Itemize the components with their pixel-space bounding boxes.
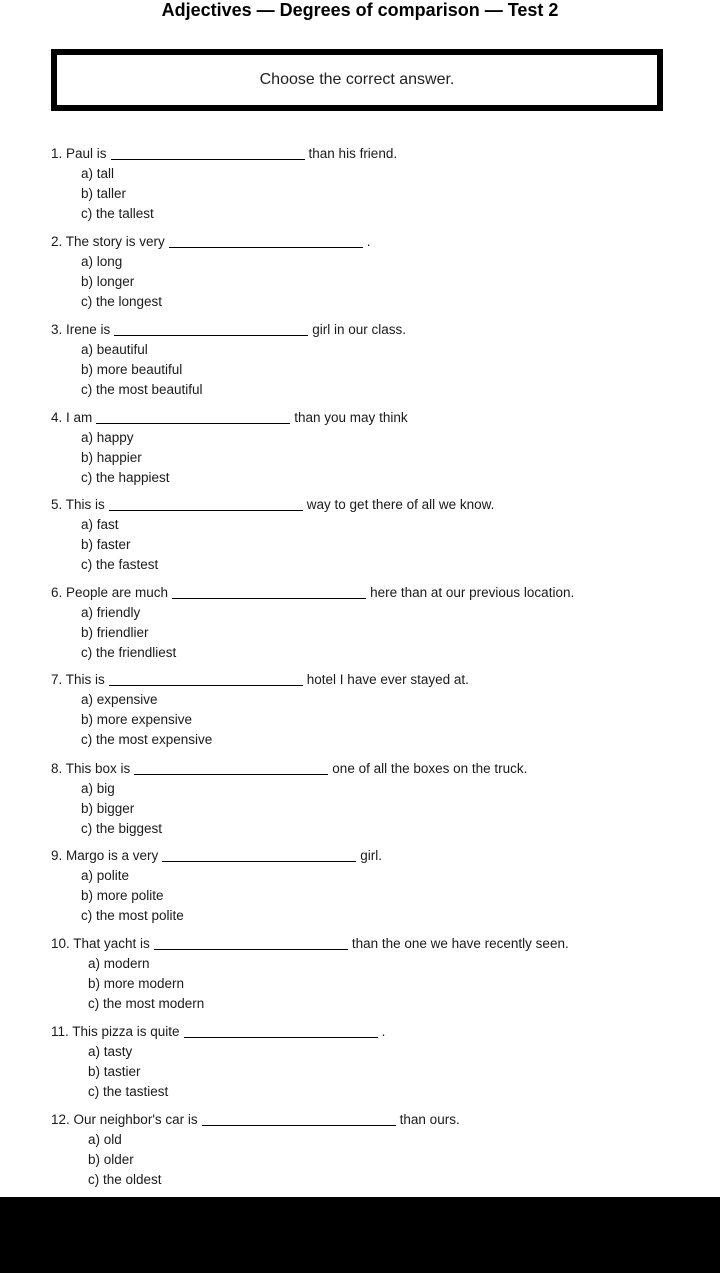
question-text-end: hotel I have ever stayed at. (306, 672, 469, 687)
option-c: c) the friendliest (81, 645, 177, 660)
question-text: 9. Margo is a very (51, 848, 159, 863)
question-4 (51, 408, 408, 488)
question-text-end: way to get there of all we know. (306, 497, 495, 512)
question-8 (51, 759, 527, 839)
question-text: 6. People are much (51, 585, 169, 600)
option-c: c) the most beautiful (81, 382, 203, 397)
option-b: b) friendlier (81, 625, 149, 640)
option-b: b) older (88, 1152, 134, 1167)
option-a: a) expensive (81, 692, 158, 707)
question-text: 7. This is (51, 672, 105, 687)
option-a: a) tasty (88, 1044, 133, 1059)
question-11 (51, 1022, 385, 1102)
answer-blank (134, 773, 328, 775)
option-b: b) taller (81, 186, 127, 201)
question-1 (51, 144, 397, 224)
answer-blank (162, 860, 356, 862)
option-a: a) polite (81, 868, 130, 883)
option-c: c) the tallest (81, 206, 154, 221)
answer-blank (109, 509, 303, 511)
question-text-end: than ours. (399, 1112, 460, 1127)
option-a: a) tall (81, 166, 115, 181)
option-a: a) modern (88, 956, 150, 971)
question-text: 11. This pizza is quite (51, 1024, 180, 1039)
option-b: b) happier (81, 450, 142, 465)
option-a: a) long (81, 254, 123, 269)
option-a: a) big (81, 781, 115, 796)
question-text-end: girl in our class. (312, 322, 407, 337)
question-text-end: than the one we have recently seen. (351, 936, 569, 951)
question-3 (51, 320, 406, 400)
answer-blank (114, 334, 308, 336)
option-c: c) the oldest (88, 1172, 162, 1187)
option-b: b) longer (81, 274, 135, 289)
question-6 (51, 583, 574, 663)
question-text-end: . (381, 1024, 386, 1039)
question-text: 5. This is (51, 497, 105, 512)
option-c: c) the most modern (88, 996, 205, 1011)
option-a: a) friendly (81, 605, 141, 620)
question-10 (51, 934, 569, 1014)
question-2 (51, 232, 371, 312)
answer-blank (172, 597, 366, 599)
option-c: c) the most polite (81, 908, 184, 923)
option-b: b) bigger (81, 801, 135, 816)
answer-blank (111, 158, 305, 160)
answer-blank (109, 684, 303, 686)
question-text-end: girl. (360, 848, 383, 863)
bottom-black-bar (0, 1197, 720, 1273)
question-5 (51, 495, 494, 575)
option-b: b) tastier (88, 1064, 141, 1079)
option-b: b) more beautiful (81, 362, 183, 377)
option-b: b) more expensive (81, 712, 193, 727)
option-a: a) fast (81, 517, 119, 532)
option-c: c) the biggest (81, 821, 163, 836)
answer-blank (169, 246, 363, 248)
option-b: b) more polite (81, 888, 164, 903)
instruction-box (51, 49, 663, 111)
option-c: c) the most expensive (81, 732, 213, 747)
answer-blank (202, 1124, 396, 1126)
option-c: c) the happiest (81, 470, 170, 485)
answer-blank (154, 948, 348, 950)
question-text: 4. I am (51, 410, 93, 425)
question-text: 2. The story is very (51, 234, 165, 249)
option-b: b) faster (81, 537, 131, 552)
option-a: a) old (88, 1132, 122, 1147)
option-a: a) happy (81, 430, 134, 445)
option-b: b) more modern (88, 976, 185, 991)
page-title: Adjectives — Degrees of comparison — Test 2 (161, 0, 559, 20)
question-7 (51, 670, 469, 750)
question-text-end: here than at our previous location. (370, 585, 575, 600)
question-text: 10. That yacht is (51, 936, 150, 951)
question-text-end: than you may think (294, 410, 408, 425)
option-c: c) the tastiest (88, 1084, 169, 1099)
question-9 (51, 846, 382, 926)
option-a: a) beautiful (81, 342, 148, 357)
answer-blank (184, 1036, 378, 1038)
option-c: c) the longest (81, 294, 163, 309)
question-12 (51, 1110, 460, 1190)
option-c: c) the fastest (81, 557, 159, 572)
question-text-end: one of all the boxes on the truck. (332, 761, 528, 776)
question-text: 8. This box is (51, 761, 131, 776)
answer-blank (96, 422, 290, 424)
question-text-end: . (366, 234, 371, 249)
instruction-text: Choose the correct answer. (259, 71, 455, 88)
question-text: 3. Irene is (51, 322, 111, 337)
question-text: 12. Our neighbor's car is (51, 1112, 198, 1127)
question-text-end: than his friend. (308, 146, 398, 161)
question-text: 1. Paul is (51, 146, 107, 161)
